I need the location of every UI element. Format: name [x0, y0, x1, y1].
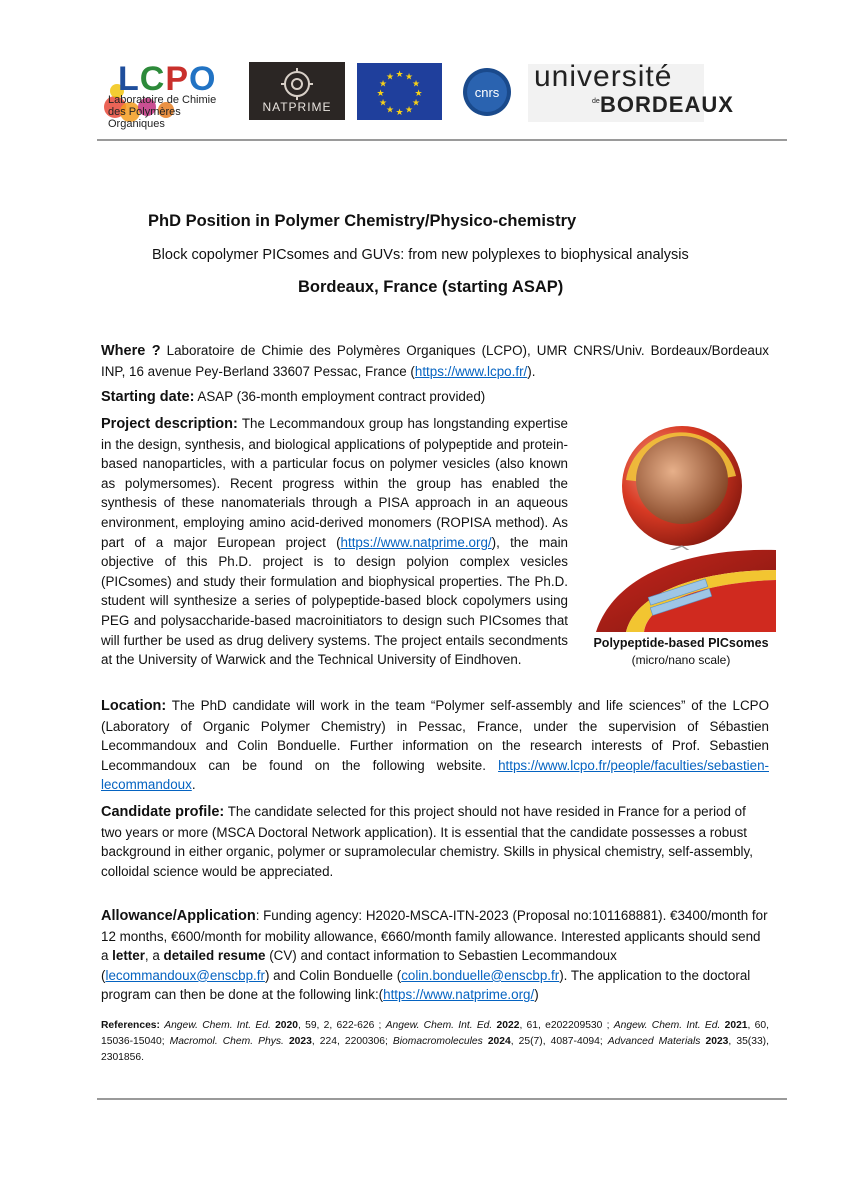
bordeaux-word: BORDEAUX: [600, 92, 734, 117]
references-label: References:: [101, 1020, 160, 1031]
candidate-profile-label: Candidate profile:: [101, 804, 225, 820]
figure-caption: Polypeptide-based PICsomes: [593, 636, 769, 650]
lcpo-link[interactable]: https://www.lcpo.fr/: [414, 363, 528, 379]
lecommandoux-link[interactable]: https://www.lcpo.fr/people/faculties/sebastien-lecommandoux: [101, 757, 769, 793]
universite-bordeaux-logo: [528, 60, 734, 122]
figure-caption-sub: (micro/nano scale): [631, 653, 731, 667]
svg-text:★: ★: [376, 89, 385, 99]
where-paragraph: Where ? Laboratoire de Chimie des Polymères Organiques (LCPO), UMR CNRS/Univ. Bordeaux/Bordeaux INP, 16 avenue Pey-Berland 33607 Pessac, France (https://www.lcpo.fr/).: [101, 343, 769, 379]
lecommandoux-email-link[interactable]: lecommandoux@enscbp.fr: [105, 967, 265, 983]
location-paragraph: Location: The PhD candidate will work in the team “Polymer self-assembly and life sciences” of the LCPO (Laboratory of Organic Polymer Chemistry) in Pessac, France, under the supervision of Sébastien Lecommandoux and Colin Bonduelle. Further information on the research interests of Prof. Sebastien Lecommandoux can be found on the following website. https://www.lcpo.fr/people/faculties/sebastien-lecommandoux.: [101, 698, 769, 793]
svg-text:★: ★: [414, 89, 423, 99]
footer-divider: [97, 1098, 787, 1100]
allowance-paragraph: Allowance/Application: Funding agency: H2020-MSCA-ITN-2023 (Proposal no:101168881). €3400/month for 12 months, €600/month for mobility allowance, €660/month family allowance. Interested applicants should send a letter, a detailed resume (CV) and contact information to Sebastien Lecommandoux (lecommandoux@enscbp.fr) and Colin Bonduelle (colin.bonduelle@enscbp.fr). The application to the doctoral program can then be done at the following link:(https://www.natprime.org/): [101, 908, 768, 1003]
svg-text:★: ★: [378, 98, 388, 109]
page-title: PhD Position in Polymer Chemistry/Physico-chemistry: [148, 212, 577, 230]
universite-word: université: [534, 60, 673, 93]
cnrs-name: cnrs: [474, 85, 500, 100]
cnrs-logo: [461, 66, 513, 118]
lcpo-logo: [100, 60, 240, 130]
svg-text:★: ★: [411, 79, 421, 90]
bonduelle-email-link[interactable]: colin.bonduelle@enscbp.fr: [401, 967, 560, 983]
project-description-label: Project description:: [101, 416, 238, 432]
svg-text:★: ★: [404, 72, 414, 83]
candidate-profile-paragraph: Candidate profile: The candidate selected for this project should not have resided in France for a period of two years or more (MSCA Doctoral Network application). It is essential that the candidate possesses a robust background in either organic, polymer or supramolecular chemistry. Skills in physical chemistry, self-assembly, colloidal science would be appreciated.: [101, 804, 753, 879]
references: References: Angew. Chem. Int. Ed. 2020, 59, 2, 622-626 ; Angew. Chem. Int. Ed. 2022, 61, e202209530 ; Angew. Chem. Int. Ed. 2021, 60, 15036-15040; Macromol. Chem. Phys. 2023, 224, 2200306; Biomacromolecules 2024, 25(7), 4087-4094; Advanced Materials 2023, 35(33), 2301856.: [101, 1020, 769, 1063]
location-heading: Bordeaux, France (starting ASAP): [298, 278, 564, 296]
picsome-illustration: [586, 420, 776, 632]
svg-text:★: ★: [385, 72, 395, 83]
svg-text:★: ★: [395, 70, 404, 80]
eu-flag-icon: [357, 63, 442, 120]
natprime-logo: [249, 62, 345, 120]
svg-text:★: ★: [404, 105, 414, 116]
eu-flag-logo: [357, 63, 442, 120]
header-divider: [97, 139, 787, 141]
lcpo-subtitle: Laboratoire de Chimie des Polymères Organiques: [108, 94, 217, 130]
natprime-application-link[interactable]: https://www.natprime.org/: [383, 987, 535, 1003]
starting-date-label: Starting date:: [101, 389, 195, 405]
starting-date-paragraph: Starting date: ASAP (36-month employment contract provided): [101, 389, 486, 405]
svg-text:★: ★: [395, 108, 404, 118]
svg-text:★: ★: [378, 79, 388, 90]
svg-text:★: ★: [411, 98, 421, 109]
where-label: Where ?: [101, 343, 161, 359]
svg-text:★: ★: [385, 105, 395, 116]
project-description-paragraph: Project description: The Lecommandoux group has longstanding expertise in the design, synthesis, and biological applications of polypeptide and protein-based nanoparticles, with a particular focus on polymer vesicles (also known as polymersomes). Recent progress within the group has enabled the synthesis of these nanomaterials through a PISA approach in an aqueous environment, employing amino acid-derived monomers (ROPISA method). As part of a major European project (https://www.natprime.org/), the main objective of this Ph.D. project is to design polyion complex vesicles (PICsomes) and study their formulation and biophysical properties. The Ph.D. student will synthesize a series of polypeptide-based block copolymers using PEG and polysaccharide-based macroinitiators to design such PICsomes that will further be used as drug delivery systems. The project entails secondments at the University of Warwick and the Technical University of Eindhoven.: [101, 416, 568, 668]
de-word: de: [592, 98, 600, 105]
page-subtitle: Block copolymer PICsomes and GUVs: from new polyplexes to biophysical analysis: [152, 247, 689, 263]
natprime-link[interactable]: https://www.natprime.org/: [340, 534, 492, 550]
picsomes-figure: [586, 420, 776, 670]
location-label: Location:: [101, 698, 167, 714]
allowance-label: Allowance/Application: [101, 908, 256, 924]
natprime-name: NATPRIME: [262, 100, 332, 114]
lcpo-acronym: LCPO: [118, 60, 217, 98]
